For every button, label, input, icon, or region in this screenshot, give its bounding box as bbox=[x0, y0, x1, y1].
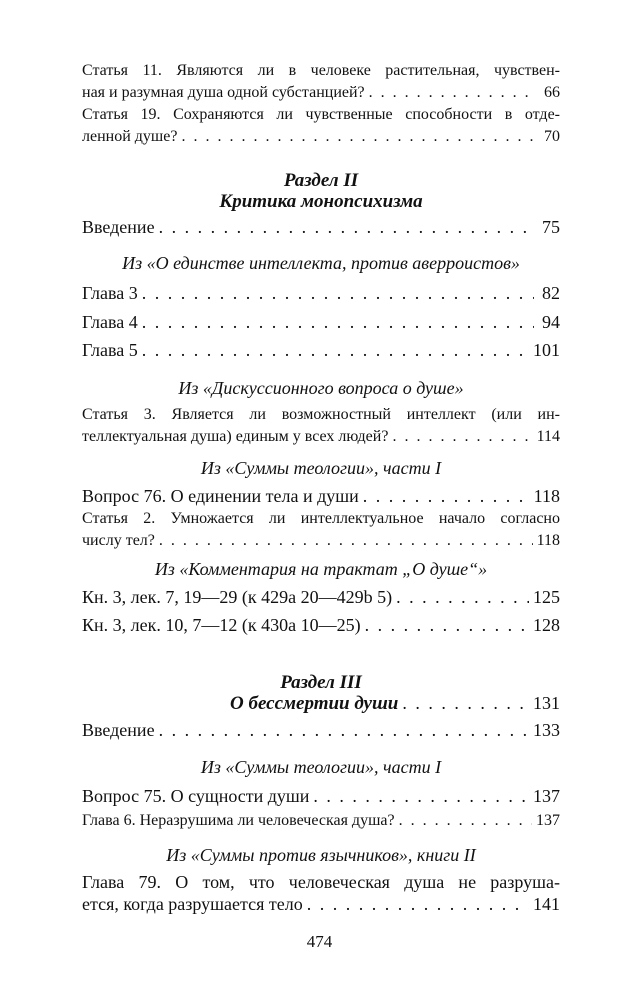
toc-entry-intro bbox=[82, 719, 560, 741]
page-ref: 137 bbox=[536, 812, 560, 829]
dot-leader bbox=[159, 216, 534, 238]
entry-line: числу тел? bbox=[82, 532, 155, 549]
page-ref: 101 bbox=[533, 340, 560, 360]
group-heading: Из «Комментария на трактат „О душе“» bbox=[154, 559, 488, 579]
page-ref: 82 bbox=[542, 283, 560, 303]
entry-line: ленной душе? bbox=[82, 128, 178, 145]
dot-leader bbox=[369, 82, 534, 104]
toc-entry-chapter-4 bbox=[82, 311, 560, 333]
page-ref: 131 bbox=[533, 693, 560, 713]
entry-label: Вопрос 75. О сущности души bbox=[82, 786, 310, 806]
entry-label: Введение bbox=[82, 720, 155, 740]
entry-label: Глава 6. Неразрушима ли человеческая душа? bbox=[82, 812, 395, 829]
entry-line: теллектуальная душа) единым у всех людей? bbox=[82, 428, 389, 445]
group-heading: Из «Суммы теологии», части I bbox=[200, 458, 442, 478]
toc-entry-article-19 bbox=[82, 104, 560, 148]
toc-entry-chapter-5 bbox=[82, 339, 560, 361]
entry-label: Вопрос 76. О единении тела и души bbox=[82, 486, 359, 506]
page-ref: 128 bbox=[533, 615, 560, 635]
dot-leader bbox=[402, 692, 529, 714]
dot-leader bbox=[142, 282, 534, 304]
dot-leader bbox=[399, 810, 532, 832]
page-ref: 141 bbox=[533, 894, 560, 914]
dot-leader bbox=[396, 586, 529, 608]
toc-entry-article-3 bbox=[82, 404, 560, 448]
toc-entry-book-3-lecture-10 bbox=[82, 614, 560, 636]
entry-label: Глава 3 bbox=[82, 283, 138, 303]
group-heading: Из «О единстве интеллекта, против аверроистов» bbox=[122, 253, 520, 273]
toc-entry-article-11 bbox=[82, 60, 560, 104]
page-ref: 114 bbox=[536, 428, 560, 445]
page-ref: 137 bbox=[533, 786, 560, 806]
page-ref: 118 bbox=[536, 532, 560, 549]
dot-leader bbox=[392, 426, 532, 448]
entry-line: Глава 79. О том, что человеческая душа не разрушa- bbox=[82, 872, 560, 892]
entry-label: Введение bbox=[82, 217, 155, 237]
entry-label: Кн. 3, лек. 10, 7—12 (к 430а 10—25) bbox=[82, 615, 361, 635]
entry-line: ется, когда разрушается тело bbox=[82, 894, 303, 914]
toc-entry-book-3-lecture-7 bbox=[82, 586, 560, 608]
toc-entry-article-2 bbox=[82, 508, 560, 552]
section-subtitle: Критика монопсихизма bbox=[219, 191, 423, 212]
dot-leader bbox=[142, 311, 534, 333]
toc-entry-chapter-79 bbox=[82, 871, 560, 915]
group-heading: Из «Суммы теологии», части I bbox=[200, 757, 442, 777]
page-ref: 70 bbox=[544, 128, 560, 145]
page-ref: 125 bbox=[533, 587, 560, 607]
dot-leader bbox=[313, 785, 529, 807]
entry-label: Глава 4 bbox=[82, 312, 138, 332]
entry-line: ная и разумная душа одной субстанцией? bbox=[82, 84, 365, 101]
entry-label: Глава 5 bbox=[82, 340, 138, 360]
page-ref: 133 bbox=[533, 720, 560, 740]
toc-entry-section-3-title bbox=[82, 692, 560, 715]
entry-line: Статья 11. Являются ли в человеке растительная, чувствен- bbox=[82, 62, 560, 79]
page-ref: 66 bbox=[544, 84, 560, 101]
group-heading: Из «Дискуссионного вопроса о душе» bbox=[178, 378, 464, 398]
page-ref: 94 bbox=[542, 312, 560, 332]
section-title: Раздел II bbox=[283, 170, 359, 191]
section-title: Раздел III bbox=[280, 672, 362, 693]
toc-entry-intro bbox=[82, 216, 560, 238]
dot-leader bbox=[159, 719, 529, 741]
group-heading: Из «Суммы против язычников», книги II bbox=[166, 845, 476, 865]
entry-line: Статья 3. Является ли возможностный интеллект (или ин- bbox=[82, 406, 560, 423]
dot-leader bbox=[365, 614, 529, 636]
entry-label: Кн. 3, лек. 7, 19—29 (к 429а 20—429b 5) bbox=[82, 587, 393, 607]
entry-line: Статья 19. Сохраняются ли чувственные способности в отде- bbox=[82, 106, 560, 123]
dot-leader bbox=[142, 339, 529, 361]
dot-leader bbox=[159, 530, 533, 552]
toc-entry-chapter-6 bbox=[82, 810, 560, 832]
toc-entry-question-75 bbox=[82, 785, 560, 807]
toc-entry-chapter-3 bbox=[82, 282, 560, 304]
section-subtitle: О бессмертии души bbox=[230, 693, 399, 714]
dot-leader bbox=[363, 485, 530, 507]
page-number: 474 bbox=[306, 932, 333, 951]
page-ref: 118 bbox=[533, 486, 560, 506]
toc-entry-question-76 bbox=[82, 485, 560, 507]
page-ref: 75 bbox=[542, 217, 560, 237]
dot-leader bbox=[181, 126, 534, 148]
entry-line: Статья 2. Умножается ли интеллектуальное начало согласно bbox=[82, 510, 560, 527]
dot-leader bbox=[307, 893, 529, 915]
